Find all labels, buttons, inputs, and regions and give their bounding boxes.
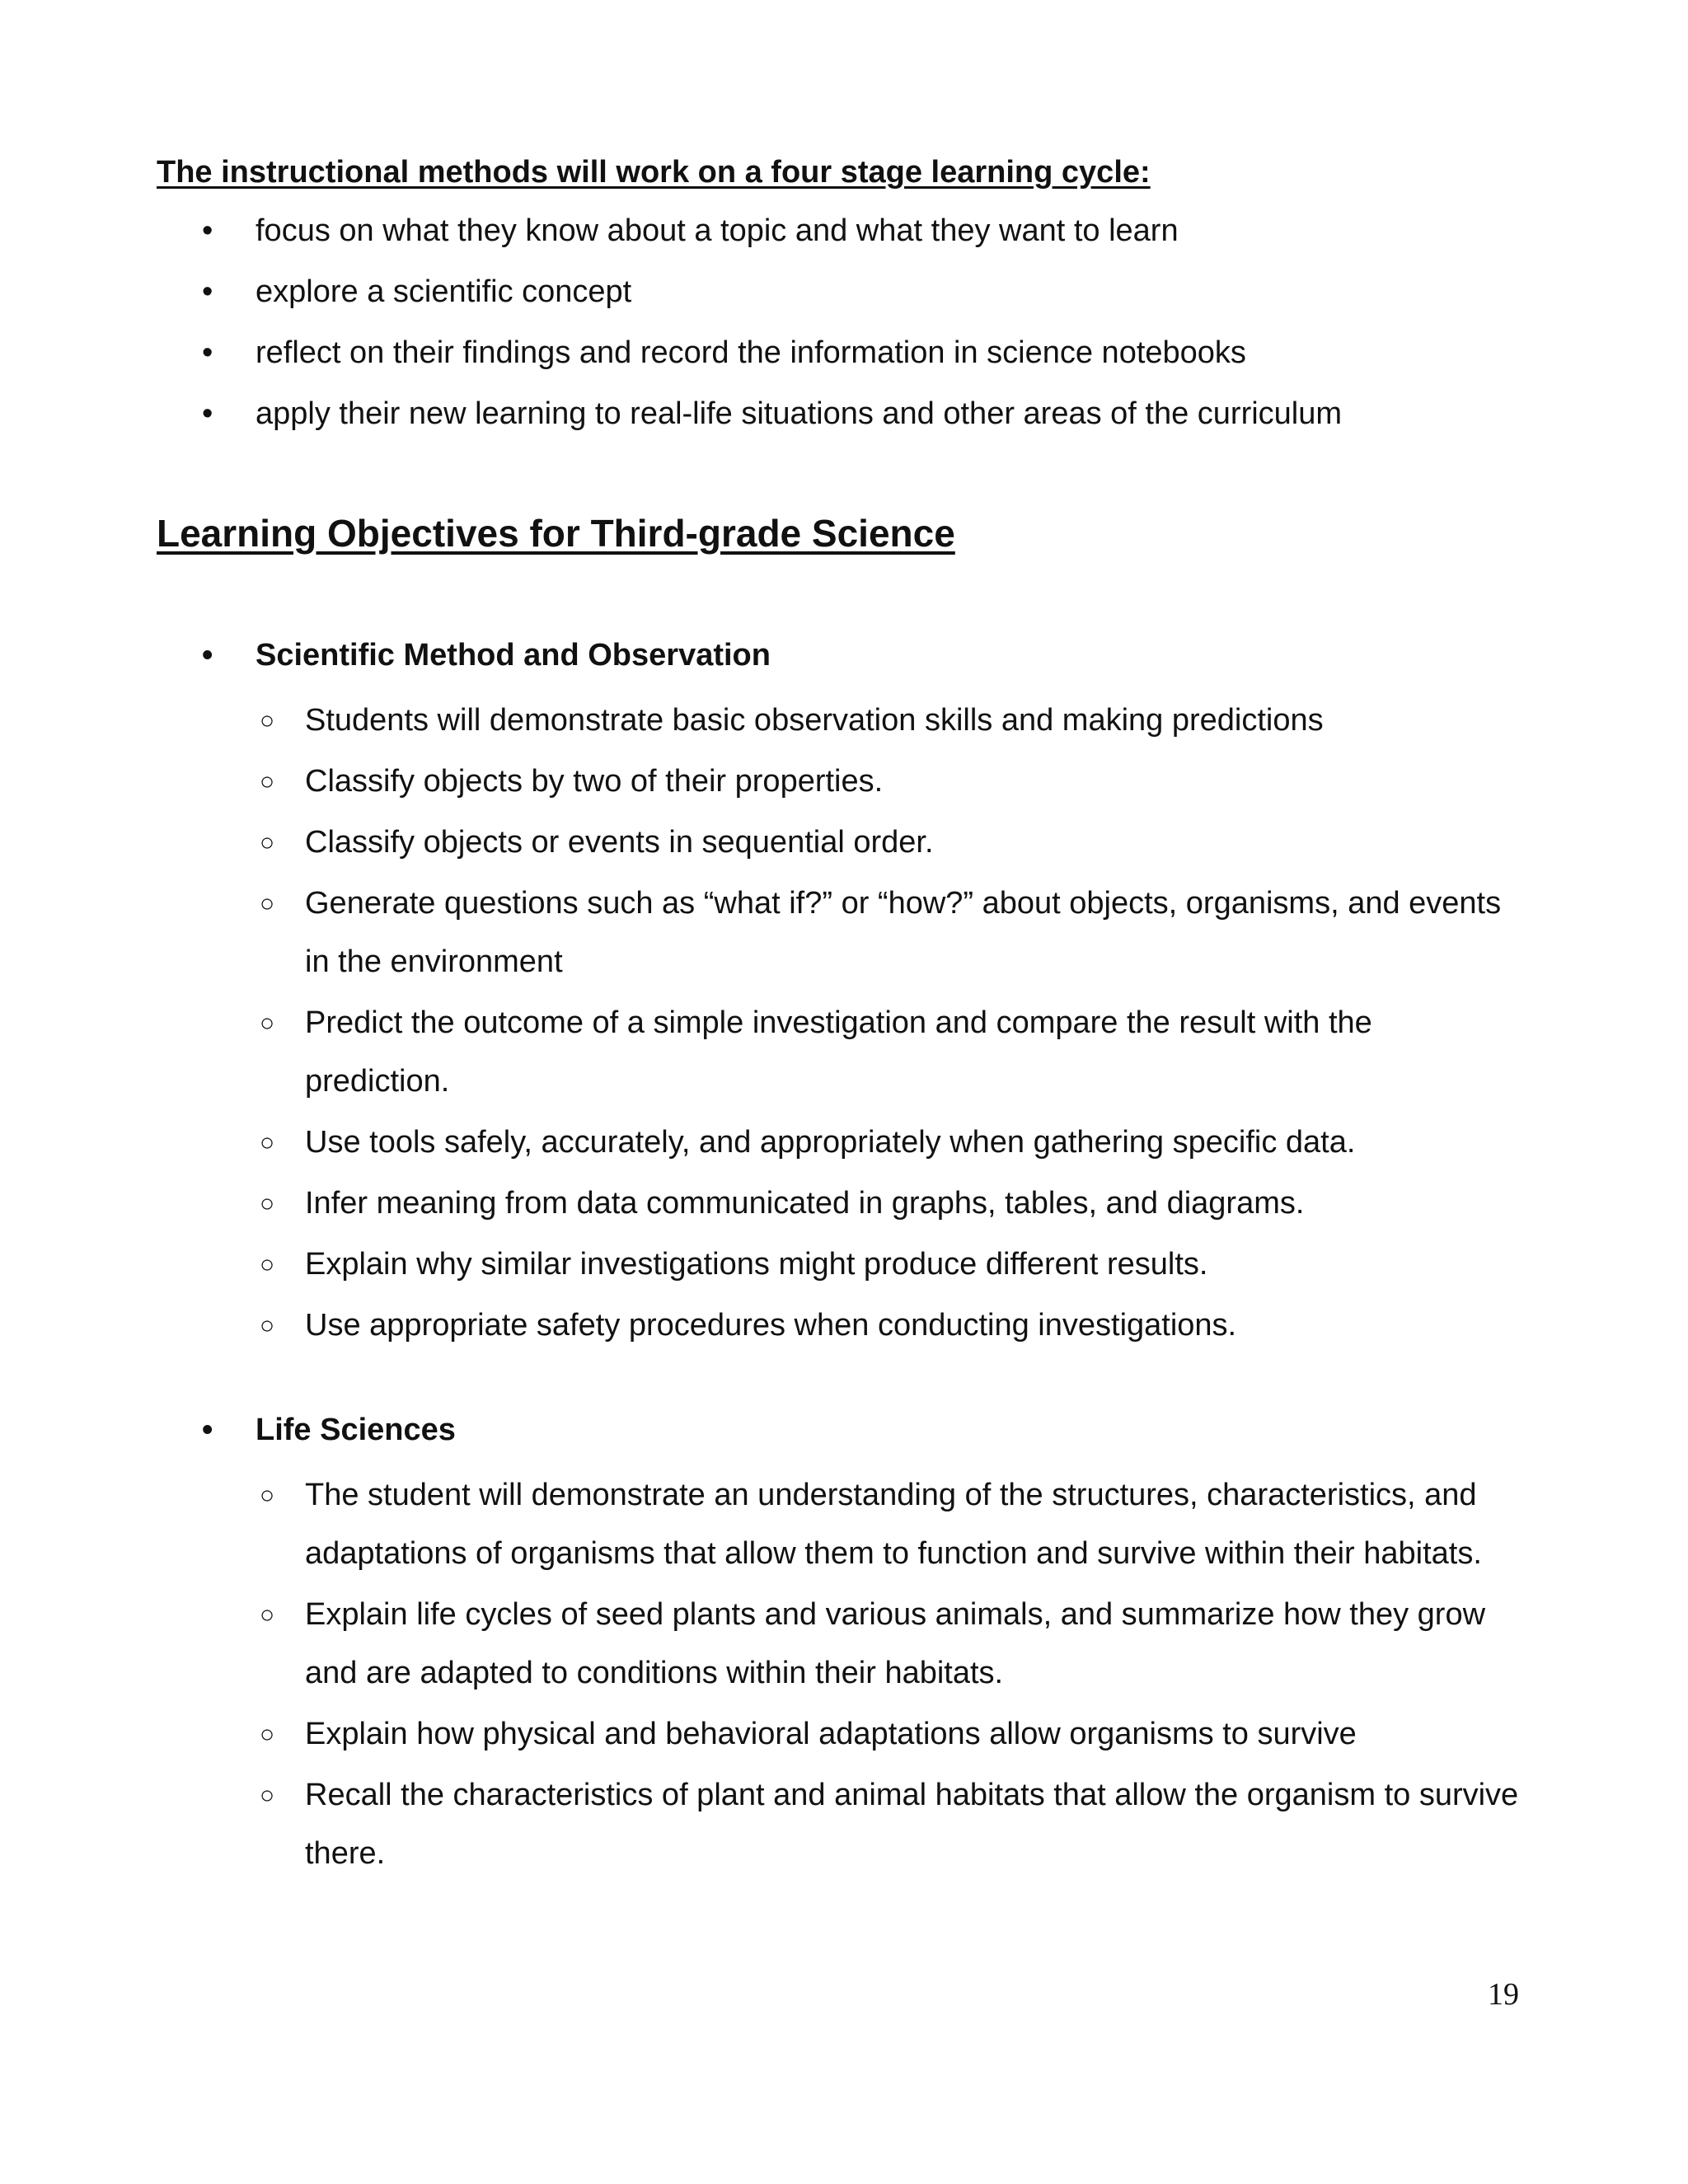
objective-item (202, 1113, 1521, 1172)
list-item (202, 267, 1537, 328)
circle-bullet-icon: ○ (260, 1010, 275, 1037)
objective-item-text: Classify objects or events in sequential order. (305, 825, 934, 860)
list-item (202, 206, 1537, 267)
list-item-text: reflect on their findings and record the information in science notebooks (256, 335, 1246, 370)
section-title: Learning Objectives for Third-grade Science (157, 512, 955, 555)
objective-item-text: Infer meaning from data communicated in graphs, tables, and diagrams. (305, 1186, 1305, 1221)
objective-item (202, 1296, 1521, 1355)
circle-bullet-icon: ○ (260, 1129, 275, 1156)
objective-list (202, 691, 1521, 1355)
circle-bullet-icon: ○ (260, 1190, 275, 1217)
objective-item (202, 1235, 1521, 1294)
list-item-text: explore a scientific concept (256, 274, 632, 309)
list-item (202, 389, 1537, 450)
objective-item (202, 813, 1521, 872)
objective-group-heading-text: Scientific Method and Observation (256, 638, 771, 673)
list-item (202, 328, 1537, 389)
circle-bullet-icon: ○ (260, 1721, 275, 1748)
objective-item-text: Explain how physical and behavioral adaptations allow organisms to survive (305, 1717, 1357, 1751)
bullet-icon: • (202, 396, 213, 431)
circle-bullet-icon: ○ (260, 1782, 275, 1809)
objective-item-text: Classify objects by two of their properties. (305, 764, 884, 799)
objective-group-life-sciences (202, 1405, 1521, 1886)
objective-item (202, 691, 1521, 750)
objective-group-scientific-method (202, 630, 1521, 1357)
objective-item-text: Generate questions such as “what if?” or “how?” about objects, organisms, and events in the environment (305, 886, 1502, 979)
circle-bullet-icon: ○ (260, 1482, 275, 1509)
page-number: 19 (1488, 1977, 1519, 2012)
circle-bullet-icon: ○ (260, 1312, 275, 1339)
bullet-icon: • (202, 638, 213, 673)
bullet-icon: • (202, 213, 213, 248)
intro-heading: The instructional methods will work on a four stage learning cycle: (157, 155, 1151, 190)
circle-bullet-icon: ○ (260, 1251, 275, 1278)
objective-list (202, 1466, 1521, 1883)
objective-item (202, 1766, 1521, 1883)
objective-group-heading-text: Life Sciences (256, 1413, 456, 1447)
objective-item (202, 1174, 1521, 1233)
list-item-text: focus on what they know about a topic and what they want to learn (256, 213, 1179, 248)
circle-bullet-icon: ○ (260, 707, 275, 734)
objective-item-text: Recall the characteristics of plant and animal habitats that allow the organism to survive there. (305, 1778, 1519, 1871)
circle-bullet-icon: ○ (260, 890, 275, 917)
objective-item (202, 752, 1521, 811)
objective-item (202, 1586, 1521, 1703)
bullet-icon: • (202, 274, 213, 309)
objective-item (202, 994, 1521, 1111)
list-item-text: apply their new learning to real-life situations and other areas of the curriculum (256, 396, 1343, 431)
circle-bullet-icon: ○ (260, 768, 275, 795)
objective-item (202, 1705, 1521, 1764)
objective-item-text: Predict the outcome of a simple investigation and compare the result with the prediction. (305, 1005, 1372, 1099)
objective-item-text: Explain life cycles of seed plants and various animals, and summarize how they grow and are adapted to conditions within their habitats. (305, 1597, 1486, 1690)
objective-item (202, 1466, 1521, 1583)
objective-group-heading (202, 1405, 1521, 1466)
objective-group-heading (202, 630, 1521, 691)
objective-item-text: Students will demonstrate basic observation skills and making predictions (305, 703, 1324, 738)
objective-item-text: The student will demonstrate an understanding of the structures, characteristics, and adaptations of organisms that allow them to function and survive within their habitats. (305, 1478, 1482, 1571)
objective-item-text: Explain why similar investigations might produce different results. (305, 1247, 1208, 1282)
learning-cycle-list (202, 206, 1537, 450)
bullet-icon: • (202, 335, 213, 370)
bullet-icon: • (202, 1413, 213, 1447)
circle-bullet-icon: ○ (260, 829, 275, 856)
circle-bullet-icon: ○ (260, 1601, 275, 1629)
objective-item-text: Use tools safely, accurately, and appropriately when gathering specific data. (305, 1125, 1356, 1160)
objective-item-text: Use appropriate safety procedures when conducting investigations. (305, 1308, 1237, 1343)
objective-item (202, 874, 1521, 991)
